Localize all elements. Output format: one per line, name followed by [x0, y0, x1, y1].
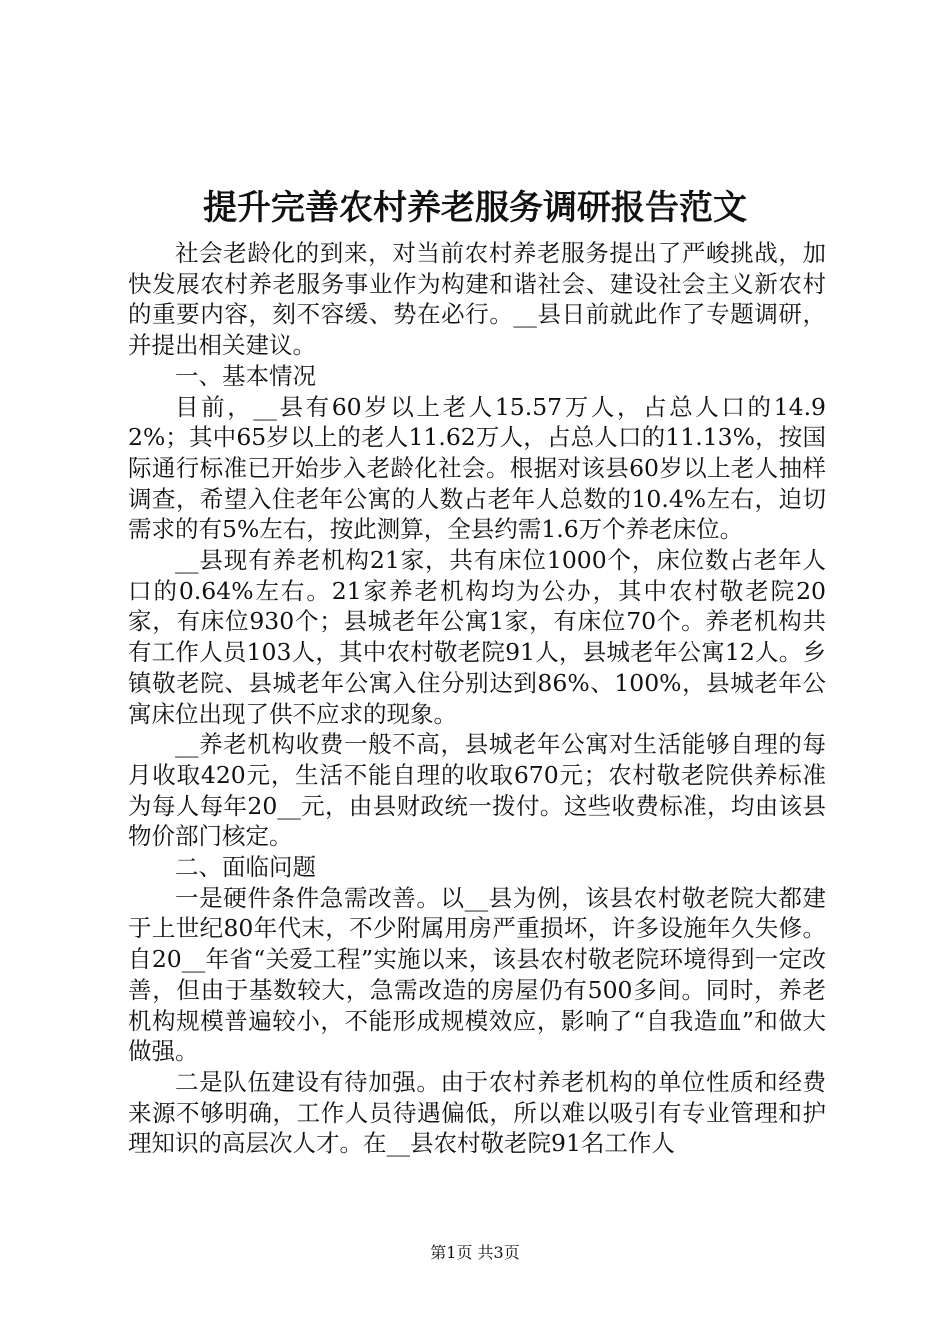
document-body — [128, 238, 826, 1159]
paragraph-institutions: __县现有养老机构21家，共有床位1000个，床位数占老年人口的0.64%左右。21家养老机构均为公办，其中农村敬老院20家，有床位930个；县城老年公寓1家，有床位70个。养老机构共有工作人员103人，其中农村敬老院91人，县城老年公寓12人。乡镇敬老院、县城老年公寓入住分别达到86%、100%，县城老年公寓床位出现了供不应求的现象。 — [128, 546, 826, 728]
section-heading-basic-situation: 一、基本情况 — [175, 361, 316, 390]
document-title: 提升完善农村养老服务调研报告范文 — [203, 188, 747, 228]
paragraph-population: 目前，__县有60岁以上老人15.57万人，占总人口的14.92%；其中65岁以上的老人11.62万人，占总人口的11.13%，按国际通行标准已开始步入老龄化社会。根据对该县60岁以上老人抽样调查，希望入住老年公寓的人数占老年人总数的10.4%左右，迫切需求的有5%左右，按此测算，全县约需1.6万个养老床位。 — [128, 392, 826, 544]
paragraph-hardware: 一是硬件条件急需改善。以__县为例，该县农村敬老院大都建于上世纪80年代末，不少附属用房严重损坏，许多设施年久失修。自20__年省“关爱工程”实施以来，该县农村敬老院环境得到一定改善，但由于基数较大，急需改造的房屋仍有500多间。同时，养老机构规模普遍较小，不能形成规模效应，影响了“自我造血”和做大做强。 — [128, 883, 826, 1066]
paragraph-staff: 二是队伍建设有待加强。由于农村养老机构的单位性质和经费来源不够明确，工作人员待遇偏低，所以难以吸引有专业管理和护理知识的高层次人才。在__县农村敬老院91名工作人 — [128, 1067, 826, 1158]
paragraph-intro: 社会老龄化的到来，对当前农村养老服务提出了严峻挑战，加快发展农村养老服务事业作为构建和谐社会、建设社会主义新农村的重要内容，刻不容缓、势在必行。__县日前就此作了专题调研，并提出相关建议。 — [128, 239, 826, 360]
paragraph-fees: __养老机构收费一般不高，县城老年公寓对生活能够自理的每月收取420元，生活不能自理的收取670元；农村敬老院供养标准为每人每年20__元，由县财政统一拨付。这些收费标准，均由该县物价部门核定。 — [128, 730, 826, 851]
page-footer: 第1页 共3页 — [430, 1243, 520, 1262]
section-heading-problems: 二、面临问题 — [175, 853, 316, 882]
